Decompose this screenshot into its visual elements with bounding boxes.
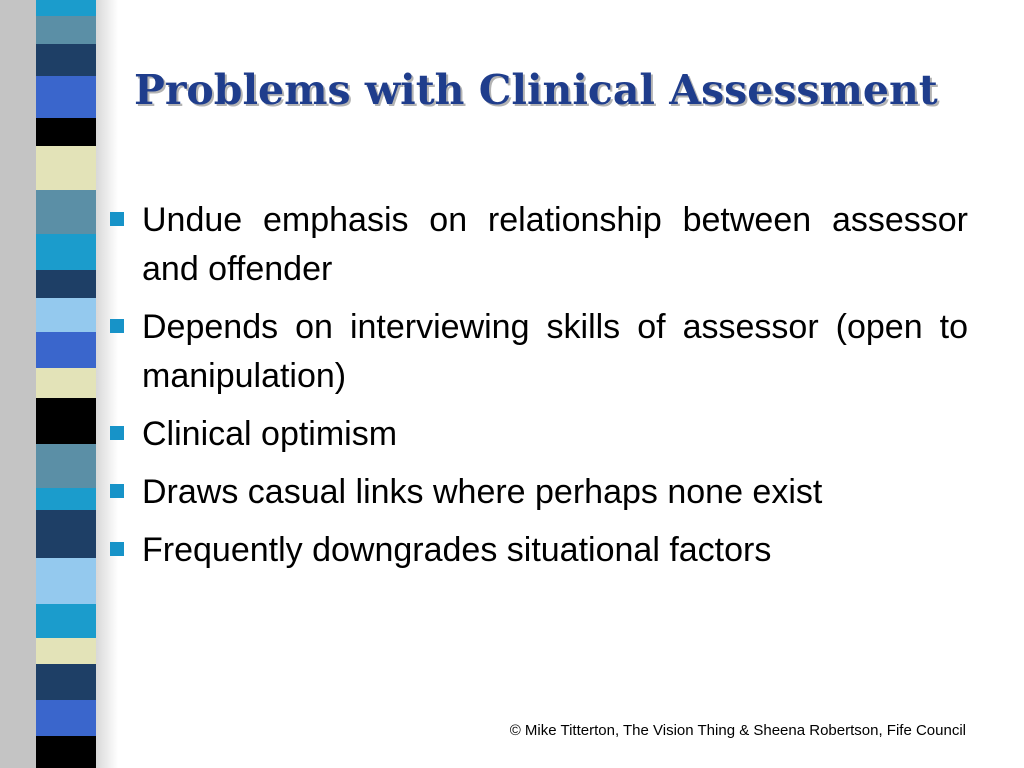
square-bullet-icon — [110, 319, 124, 333]
bullet-item — [108, 526, 968, 575]
sidebar-background — [0, 0, 40, 768]
copyright-footer: © Mike Titterton, The Vision Thing & Sheena Robertson, Fife Council — [509, 722, 966, 739]
bullet-text: Frequently downgrades situational factors — [142, 531, 772, 569]
slide-title: Problems with Clinical Assessment — [134, 66, 938, 114]
bullet-text: Undue emphasis on relationship between assessor and offender — [142, 201, 968, 288]
bullet-item — [108, 410, 968, 459]
square-bullet-icon — [110, 426, 124, 440]
bullet-text: Draws casual links where perhaps none exist — [142, 473, 823, 511]
bullet-item — [108, 468, 968, 517]
square-bullet-icon — [110, 484, 124, 498]
bullet-list — [108, 196, 968, 584]
bullet-text: Depends on interviewing skills of assessor (open to manipulation) — [142, 308, 968, 395]
bullet-text: Clinical optimism — [142, 415, 398, 453]
decorative-stripe-bar — [36, 0, 98, 768]
bullet-item — [108, 303, 968, 401]
bullet-item — [108, 196, 968, 294]
decorative-stripe-graphic — [36, 0, 98, 768]
square-bullet-icon — [110, 212, 124, 226]
square-bullet-icon — [110, 542, 124, 556]
